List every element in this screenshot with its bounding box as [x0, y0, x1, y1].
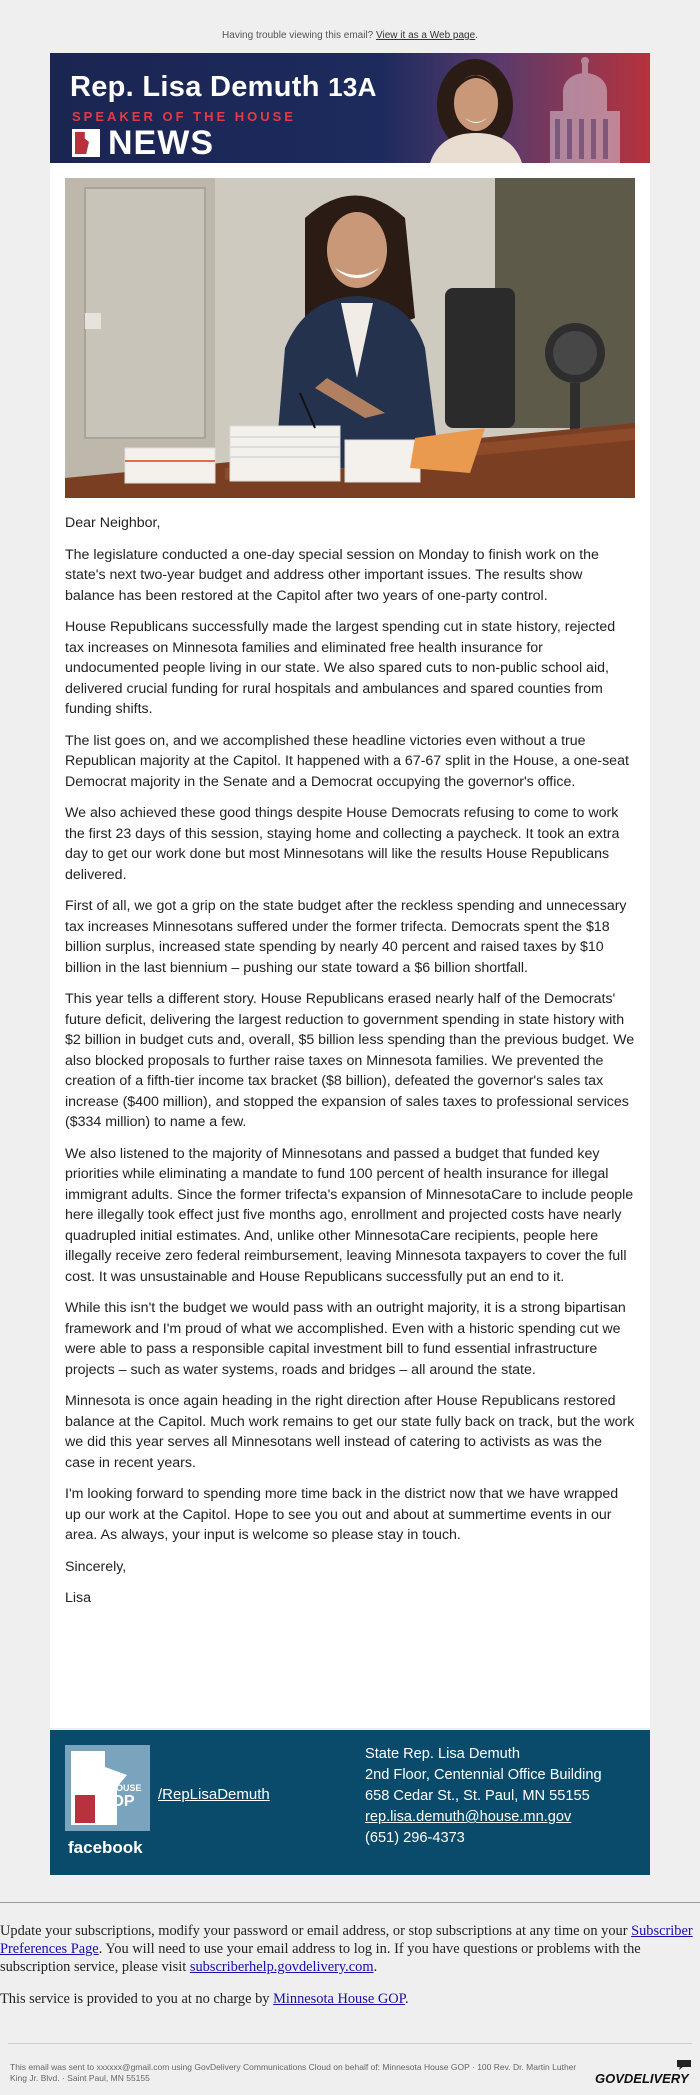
mn-house-logo — [72, 129, 100, 157]
minnesota-house-gop-link[interactable]: Minnesota House GOP — [273, 1991, 406, 2007]
paragraph: House Republicans successfully made the largest spending cut in state history, rejected tax increases on Minnesota families and eliminated free health insurance for undocumented people living in our state. We also spared cuts to non-public school aid, delivered crucial funding for rural hospitals and ambulances and spared counties from funding shifts. — [65, 619, 616, 717]
service-notice: This service is provided to you at no charge by Minnesota House GOP. — [0, 1991, 409, 2007]
contact-email-link[interactable]: rep.lisa.demuth@house.mn.gov — [365, 1809, 572, 1825]
paragraph: The legislature conducted a one-day special session on Monday to finish work on the state's next two-year budget and address other important issues. The results show balance has been restored at the Capitol after two years of one-party control. — [65, 546, 599, 604]
closing: Sincerely, — [65, 1558, 127, 1575]
service-text: This service is provided to you at no charge by — [0, 1991, 270, 2007]
subscriber-help-link[interactable]: subscriberhelp.govdelivery.com — [189, 1959, 374, 1975]
subscription-text: Update your subscriptions, modify your password or email address, or stop subscriptions at any time on your — [0, 1923, 628, 1939]
subscription-text-2: . You will need to use your email address to log in. If you have questions or problems with the subscription service, please visit — [0, 1941, 641, 1975]
banner-news: NEWS — [108, 124, 214, 162]
email-content — [50, 163, 650, 1728]
mn-house-gop-logo[interactable] — [65, 1745, 150, 1831]
greeting: Dear Neighbor, — [65, 515, 161, 531]
banner-subtitle: SPEAKER OF THE HOUSE — [72, 109, 296, 124]
banner-district: 13A — [328, 72, 377, 102]
hero-photo — [65, 178, 635, 498]
contact-phone: (651) 296-4373 — [365, 1830, 465, 1846]
paragraph: We also listened to the majority of Minnesotans and passed a budget that funded key priorities while eliminating a mandate to fund 100 percent of health insurance for illegal immigrant adults. Since the former trifecta's expansion of MinnesotaCare to include people here illegally took effect just five months ago, enrollment and projected costs have nearly quadrupled initial estimates. And, unlike other MinnesotaCare recipients, people here illegally receive zero federal reimbursement, leaving Minnesota taxpayers to cover the full cost. It was unsustainable and House Republicans successfully put an end to it. — [65, 1145, 634, 1285]
banner-name: Rep. Lisa Demuth — [70, 71, 320, 103]
view-web-page-link[interactable]: View it as a Web page — [376, 30, 476, 41]
logo-gop: GOP — [99, 1793, 135, 1810]
logo-mn-house: MN HOUSE — [93, 1783, 142, 1793]
banner-title — [70, 71, 377, 104]
contact-office: 2nd Floor, Centennial Office Building — [365, 1767, 602, 1783]
rep-portrait — [410, 53, 540, 163]
speech-bubble-icon — [677, 2060, 691, 2070]
preheader: Having trouble viewing this email? View it as a Web page. — [222, 30, 478, 41]
paragraph: The list goes on, and we accomplished these headline victories even without a true Republican majority at the Capitol. It happened with a 67-67 split in the House, a one-seat Democrat majority in the Senate and a Democrat occupying the governor's office. — [65, 732, 629, 790]
paragraph: This year tells a different story. House Republicans erased nearly half of the Democrats' future deficit, delivering the largest reduction to government spending in state history with $2 billion in budget cuts and, overall, $5 billion less spending than the previous budget. We also blocked proposals to further raise taxes on Minnesota families. We prevented the creation of a fifth-tier income tax bracket ($8 billion), defeated the governor's sales tax increase ($400 million), and stopped the expansion of sales taxes to professional services ($334 million) to name a few. — [65, 991, 635, 1130]
minnesota-state-icon — [75, 132, 89, 154]
paragraph: We also achieved these good things despite House Democrats refusing to come to work the first 23 days of this session, staying home and collecting a paycheck. It took an extra day to get our work done but most Minnesotans will like the results House Republicans delivered. — [65, 805, 620, 883]
divider — [0, 1902, 700, 1903]
contact-name: State Rep. Lisa Demuth — [365, 1746, 520, 1762]
facebook-icon[interactable]: facebook — [68, 1838, 143, 1857]
subscriber-preferences-link[interactable]: Subscriber Preferences Page — [0, 1923, 693, 1957]
signature: Lisa — [65, 1590, 92, 1606]
contact-street: 658 Cedar St., St. Paul, MN 55155 — [365, 1788, 590, 1804]
facebook-link[interactable]: /RepLisaDemuth — [158, 1786, 270, 1803]
paragraph: First of all, we got a grip on the state budget after the reckless spending and unnecessary tax increases Minnesotans suffered under the former trifecta. Democrats spent the $18 billion surplus, increased state spending by nearly 40 percent and raised taxes by $10 billion in the last biennium – pushing our state toward a $6 billion shortfall. — [65, 898, 627, 976]
paragraph: I'm looking forward to spending more time back in the district now that we have wrapped up our work at the Capitol. Hope to see you out and about at summertime events in our area. As always, your input is welcome so please stay in touch. — [65, 1486, 619, 1543]
paragraph: Minnesota is once again heading in the right direction after House Republicans restored balance at the Capitol. Much work remains to get our state fully back on track, but the work we did this year serves all Minnesotans well instead of catering to activists as was the case in recent years. — [65, 1393, 635, 1471]
contact-footer — [50, 1730, 650, 1875]
divider — [8, 2043, 692, 2044]
header-banner — [50, 53, 650, 163]
govdelivery-logo[interactable]: GOVDELIVERY — [595, 2071, 689, 2086]
legal-text: This email was sent to xxxxxx@gmail.com using GovDelivery Communications Cloud on behalf of: Minnesota House GOP · 100 Rev. Dr. Martin Luther King Jr. Blvd. · Saint Paul, MN 55155 — [10, 2062, 577, 2083]
subscription-notice: Update your subscriptions, modify your password or email address, or stop subscriptions at any time on your Subscriber Preferences Page. You will need to use your email address to log in. If you have questions or problems with the subscription service, please visit subscriberhelp.govdelivery.com. — [0, 1923, 693, 1975]
contact-address — [365, 1744, 602, 1849]
paragraph: While this isn't the budget we would pass with an outright majority, it is a strong bipartisan framework and I'm proud of what we accomplished. Even with a historic spending cut we were able to pass a responsible capital investment bill to fund essential infrastructure projects – such as water systems, roads and bridges – all around the state. — [65, 1300, 626, 1378]
letter-body — [65, 513, 635, 1620]
preheader-text: Having trouble viewing this email? — [222, 30, 374, 41]
